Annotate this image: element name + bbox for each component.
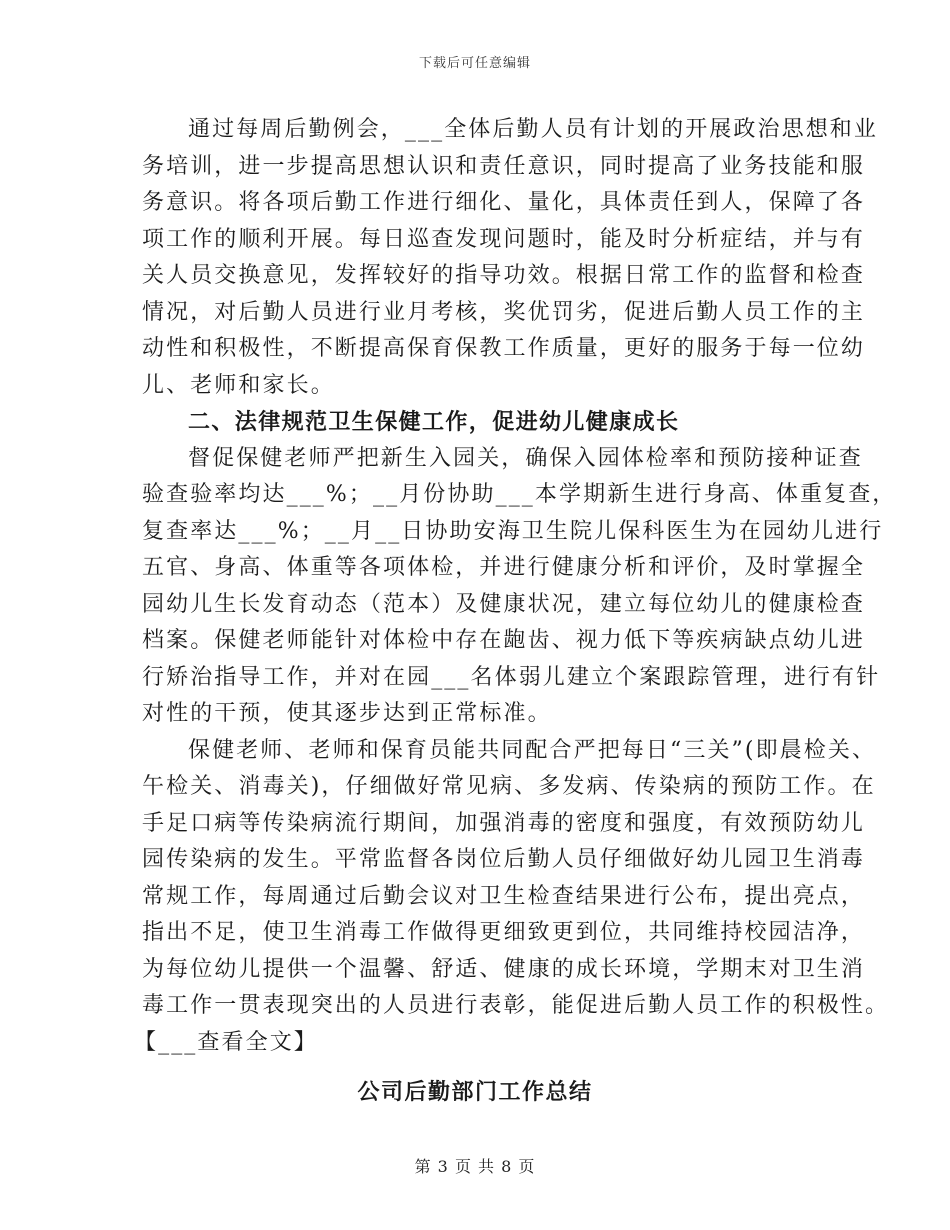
paragraph-line: 园传染病的发生。平常监督各岗位后勤人员仔细做好幼儿园卫生消毒 [142, 847, 866, 872]
page-header-note: 下载后可任意编辑 [418, 56, 531, 71]
view-full-text-link[interactable]: 【___查看全文】 [134, 1029, 318, 1055]
paragraph-line: 动性和积极性，不断提高保育保教工作质量，更好的服务于每一位幼 [142, 336, 866, 361]
paragraph-line: 为每位幼儿提供一个温馨、舒适、健康的成长环境，学期末对卫生消 [142, 956, 866, 982]
paragraph-line: 督促保健老师严把新生入园关，确保入园体检率和预防接种证查 [188, 445, 863, 471]
paragraph-line: 验查验率均达___%；__月份协助___本学期新生进行身高、体重复查， [142, 482, 897, 507]
paragraph-line: 情况，对后勤人员进行业月考核，奖优罚劣，促进后勤人员工作的主 [142, 299, 866, 325]
paragraph-line: 档案。保健老师能针对体检中存在龅齿、视力低下等疾病缺点幼儿进 [142, 628, 866, 653]
paragraph-line: 对性的干预，使其逐步达到正常标准。 [142, 701, 552, 726]
paragraph-line: 关人员交换意见，发挥较好的指导功效。根据日常工作的监督和检查 [142, 263, 866, 288]
paragraph-line: 儿、老师和家长。 [142, 372, 335, 398]
page-number: 第 3 页 共 8 页 [414, 1157, 536, 1176]
paragraph-line: 午检关、消毒关)，仔细做好常见病、多发病、传染病的预防工作。在 [142, 774, 876, 799]
paragraph-line: 务意识。将各项后勤工作进行细化、量化，具体责任到人，保障了各 [142, 190, 866, 215]
document-body [134, 112, 897, 1061]
paragraph-line: 通过每周后勤例会，___全体后勤人员有计划的开展政治思想和业 [188, 117, 879, 142]
paragraph-line: 指出不足，使卫生消毒工作做得更细致更到位，共同维持校园洁净， [142, 920, 866, 945]
paragraph-line: 园幼儿生长发育动态（范本）及健康状况，建立每位幼儿的健康检查 [142, 591, 866, 617]
paragraph-line: 项工作的顺利开展。每日巡查发现问题时，能及时分析症结，并与有 [142, 226, 866, 252]
paragraph-line: 保健老师、老师和保育员能共同配合严把每日“三关”(即晨检关、 [188, 737, 877, 763]
section-title: 公司后勤部门工作总结 [357, 1079, 593, 1105]
paragraph-line: 行矫治指导工作，并对在园___名体弱儿建立个案跟踪管理，进行有针 [142, 664, 881, 690]
paragraph-line: 务培训，进一步提高思想认识和责任意识，同时提高了业务技能和服 [142, 153, 866, 179]
paragraph-line: 毒工作一贯表现突出的人员进行表彰，能促进后勤人员工作的积极性。 [142, 993, 890, 1018]
paragraph-line: 手足口病等传染病流行期间，加强消毒的密度和强度，有效预防幼儿 [142, 810, 866, 836]
paragraph-line: 五官、身高、体重等各项体检，并进行健康分析和评价，及时掌握全 [142, 555, 866, 580]
section-heading: 二、法律规范卫生保健工作，促进幼儿健康成长 [188, 409, 680, 435]
paragraph-line: 复查率达___%；__月__日协助安海卫生院儿保科医生为在园幼儿进行 [142, 518, 884, 544]
paragraph-line: 常规工作，每周通过后勤会议对卫生检查结果进行公布，提出亮点， [142, 883, 866, 909]
